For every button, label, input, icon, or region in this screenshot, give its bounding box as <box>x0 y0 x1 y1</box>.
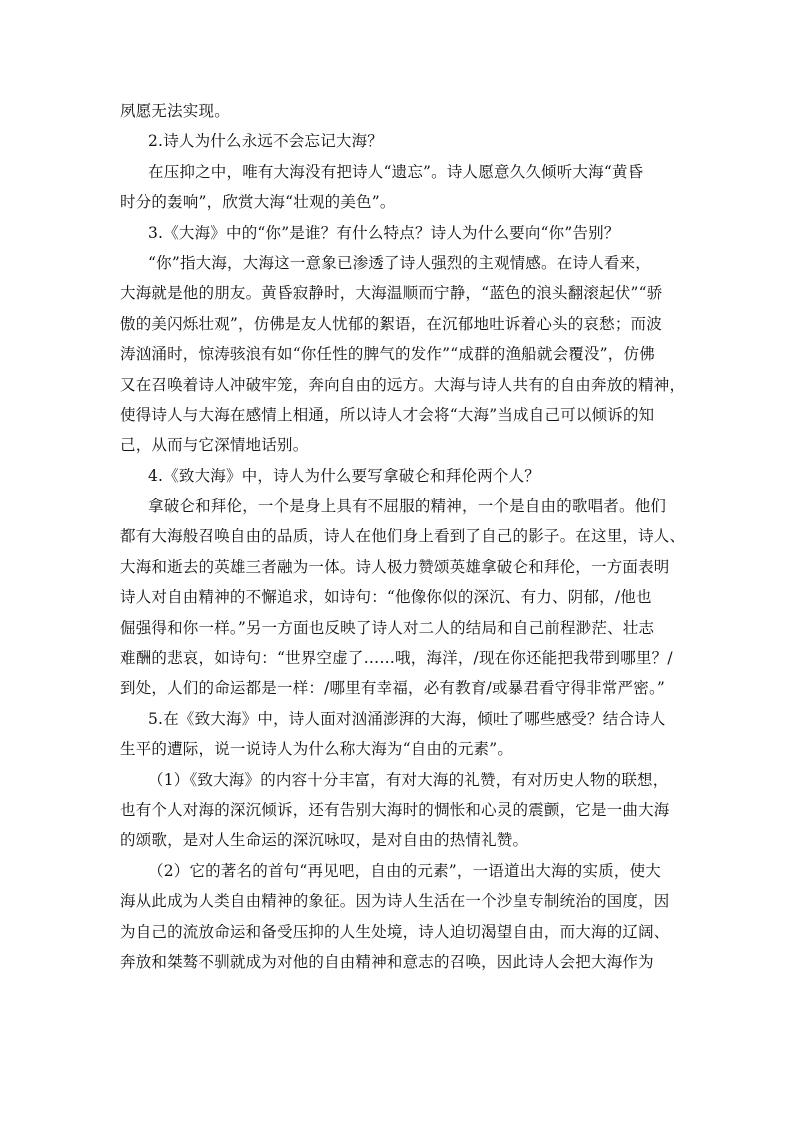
text-line: 到处，人们的命运都是一样：/哪里有幸福，必有教育/或暴君看守得非常严密。” <box>120 679 666 698</box>
text-line: 也有个人对海的深沉倾诉，还有告别大海时的惆怅和心灵的震颤，它是一曲大海 <box>120 800 670 819</box>
text-line: 大海和逝去的英雄三者融为一体。诗人极力赞颂英雄拿破仑和拜伦，一方面表明 <box>120 557 670 576</box>
text-line: 4.《致大海》中，诗人为什么要写拿破仑和拜伦两个人？ <box>148 466 540 485</box>
text-line: 大海就是他的朋友。黄昏寂静时，大海温顺而宁静，“蓝色的浪头翻滚起伏”“骄 <box>120 284 663 303</box>
text-line: 为自己的流放命运和备受压抑的人生处境，诗人迫切渴望自由，而大海的辽阔、 <box>120 922 670 941</box>
text-line: 2.诗人为什么永远不会忘记大海？ <box>148 132 383 151</box>
text-line: 诗人对自由精神的不懈追求，如诗句：“他像你似的深沉、有力、阴郁，/他也 <box>120 588 652 607</box>
text-line: 5.在《致大海》中，诗人面对汹涌澎湃的大海，倾吐了哪些感受？结合诗人 <box>148 709 666 728</box>
text-line: 使得诗人与大海在感情上相通，所以诗人才会将“大海”当成自己可以倾诉的知 <box>120 405 655 424</box>
text-line: 傲的美闪烁壮观”，仿佛是友人忧郁的絮语，在沉郁地吐诉着心头的哀愁；而波 <box>120 314 662 333</box>
text-line: （2）它的著名的首句“再见吧，自由的元素”，一语道出大海的实质，使大 <box>148 861 662 880</box>
text-line: “你”指大海，大海这一意象已渗透了诗人强烈的主观情感。在诗人看来， <box>148 253 651 272</box>
text-line: 倔强得和你一样。”另一方面也反映了诗人对二人的结局和自己前程渺茫、壮志 <box>120 618 655 637</box>
text-line: 都有大海般召唤自由的品质，诗人在他们身上看到了自己的影子。在这里，诗人、 <box>120 527 686 546</box>
text-line: （1）《致大海》的内容十分丰富，有对大海的礼赞，有对历史人物的联想， <box>148 770 669 789</box>
text-line: 奔放和桀骜不驯就成为对他的自由精神和意志的召唤，因此诗人会把大海作为 <box>120 952 654 971</box>
text-line: 生平的遭际，说一说诗人为什么称大海为“自由的元素”。 <box>120 740 514 759</box>
text-line: 在压抑之中，唯有大海没有把诗人“遗忘”。诗人愿意久久倾听大海“黄昏 <box>148 162 644 181</box>
text-line: 3.《大海》中的“你”是谁？有什么特点？诗人为什么要向“你”告别？ <box>148 223 620 242</box>
text-line: 海从此成为人类自由精神的象征。因为诗人生活在一个沙皇专制统治的国度，因 <box>120 892 670 911</box>
text-line: 又在召唤着诗人冲破牢笼，奔向自由的远方。大海与诗人共有的自由奔放的精神， <box>120 375 686 394</box>
text-line: 己，从而与它深情地话别。 <box>120 436 309 455</box>
text-line: 涛汹涌时，惊涛骇浪有如“你任性的脾气的发作”“成群的渔船就会覆没”，仿佛 <box>120 345 655 364</box>
text-line: 难酬的悲哀，如诗句：“世界空虚了……哦，海洋，/现在你还能把我带到哪里？/ <box>120 649 673 668</box>
text-line: 时分的轰响”，欣赏大海“壮观的美色”。 <box>120 193 396 212</box>
text-line: 夙愿无法实现。 <box>120 102 230 120</box>
text-line: 拿破仑和拜伦，一个是身上具有不屈服的精神，一个是自由的歌唱者。他们 <box>148 497 667 516</box>
text-line: 的颂歌，是对人生命运的深沉咏叹，是对自由的热情礼赞。 <box>120 831 529 850</box>
document-body <box>120 96 686 977</box>
